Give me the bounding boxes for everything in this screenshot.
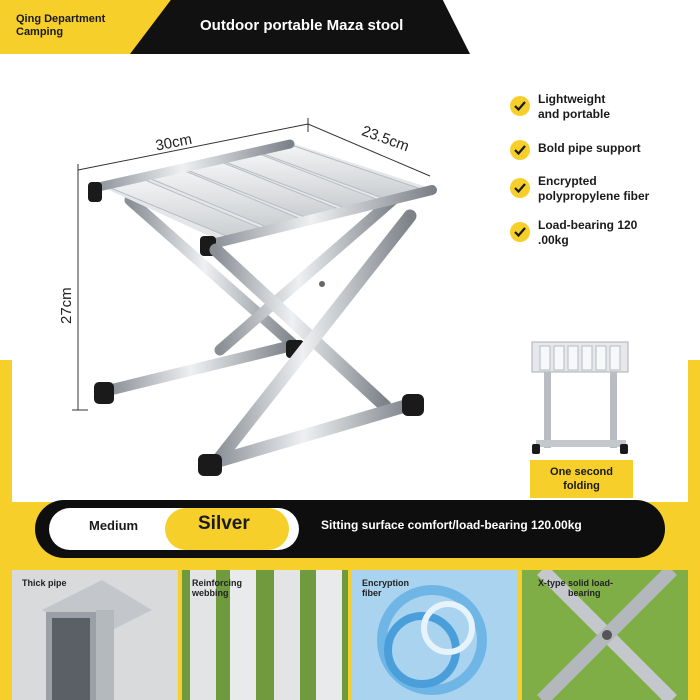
feature-line: .00kg [538, 233, 569, 247]
spec-bar [35, 500, 665, 558]
detail-label-line: Encryption [362, 578, 410, 588]
brand-line-2: Camping [16, 26, 64, 38]
detail-label-line: webbing [192, 588, 229, 598]
feature-label [538, 92, 690, 122]
feature-line: Bold pipe support [538, 141, 641, 155]
brand-line-1: Qing Department [16, 13, 106, 25]
feature-label [538, 174, 690, 204]
dimension-depth-label: 23.5cm [359, 122, 412, 156]
feature-item [510, 174, 690, 204]
feature-line: and portable [538, 107, 611, 121]
check-icon [510, 222, 530, 242]
detail-label-line: Reinforcing [192, 578, 243, 588]
detail-fiber [352, 570, 518, 700]
feature-label [538, 218, 690, 248]
page-title: Outdoor portable Maza stool [200, 17, 404, 34]
detail-label-line: X-type solid load- [538, 578, 614, 588]
spec-description: Sitting surface comfort/load-bearing 120.00kg [321, 518, 582, 532]
detail-label-line: Thick pipe [22, 578, 67, 588]
detail-label [192, 578, 242, 598]
feature-line: Encrypted [538, 174, 597, 188]
folded-caption-line: folding [563, 480, 600, 492]
detail-label-line: fiber [362, 588, 382, 598]
feature-item [510, 218, 690, 248]
feature-item [510, 92, 690, 122]
detail-thick-pipe [12, 570, 178, 700]
detail-x-type [522, 570, 688, 700]
folded-caption-line: One second [550, 466, 613, 478]
folded-caption [530, 460, 633, 498]
seat-webbing [88, 142, 432, 256]
check-icon [510, 140, 530, 160]
dimension-height-label: 27cm [58, 287, 75, 324]
folded-stool-image [530, 340, 630, 460]
feature-list [510, 92, 690, 262]
feature-label [538, 136, 690, 156]
feature-item [510, 136, 690, 160]
detail-label-line: bearing [568, 588, 601, 598]
check-icon [510, 96, 530, 116]
thick-pipe-image [12, 570, 178, 700]
feature-line: polypropylene fiber [538, 189, 650, 203]
dimension-width-label: 30cm [154, 130, 194, 155]
detail-label [22, 578, 67, 588]
color-value: Silver [198, 513, 250, 534]
check-icon [510, 178, 530, 198]
feature-line: Lightweight [538, 92, 606, 106]
size-label: Medium [89, 518, 139, 533]
brand-name [16, 13, 105, 39]
stool-illustration [40, 110, 440, 480]
detail-webbing [182, 570, 348, 700]
feature-line: Load-bearing 120 [538, 218, 638, 232]
detail-label [362, 578, 409, 598]
detail-label [538, 578, 613, 598]
